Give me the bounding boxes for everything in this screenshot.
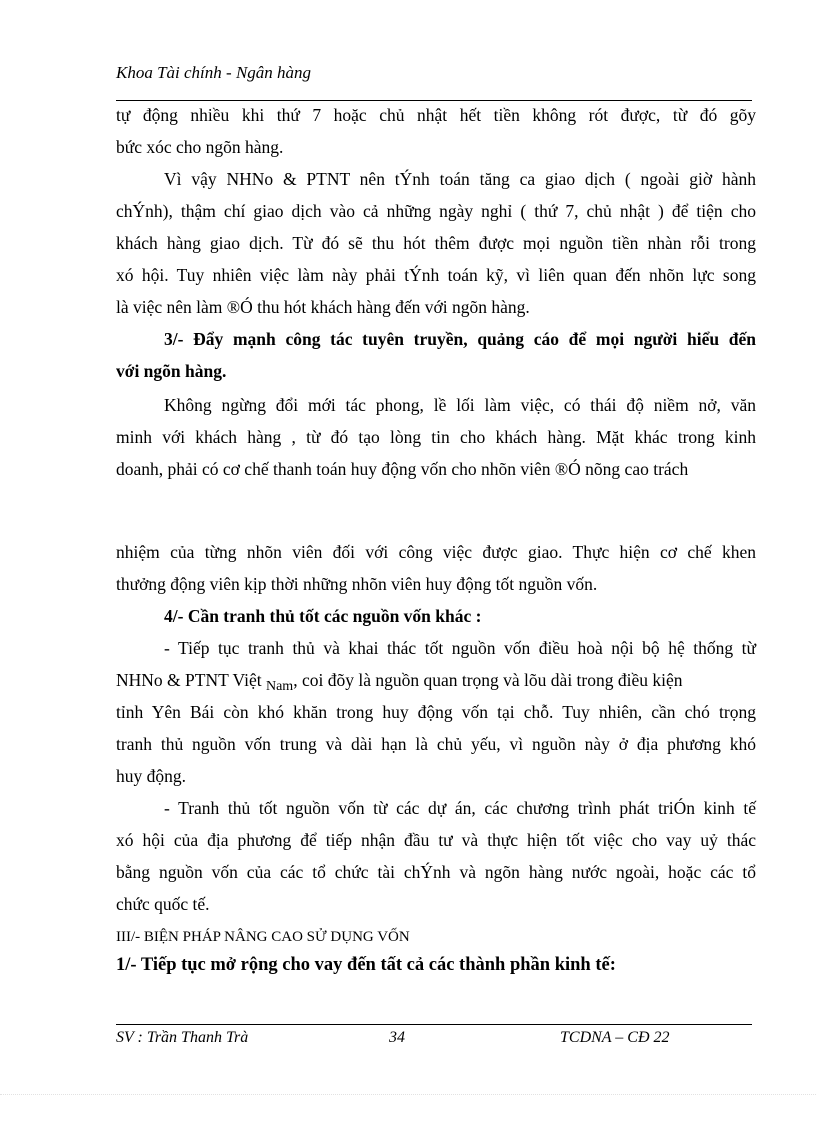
body-line: thưởng động viên kịp thời những nhõn viên huy động tốt nguồn vốn.: [116, 574, 598, 594]
body-fragment: , coi đõy là nguồn quan trọng và lõu dài trong điều kiện: [293, 670, 683, 690]
body-line: nhiệm của từng nhõn viên đối với công việc được giao. Thực hiện cơ chế khen: [116, 542, 756, 562]
body-line: chức quốc tế.: [116, 894, 210, 914]
body-line: xó hội. Tuy nhiên việc làm này phải tÝnh toán kỹ, vì liên quan đến nhõn lực song: [116, 265, 756, 285]
footer-class-code: TCDNA – CĐ 22: [560, 1029, 670, 1046]
body-line: doanh, phải có cơ chế thanh toán huy động vốn cho nhõn viên ®Ó nõng cao trách: [116, 459, 689, 479]
subscript-fragment: Nam: [265, 679, 294, 694]
body-line: bằng nguồn vốn của các tổ chức tài chÝnh và ngõn hàng nước ngoài, hoặc các tổ: [116, 862, 756, 882]
body-fragment: NHNo & PTNT Việt: [116, 670, 262, 690]
section-heading-3-cont: với ngõn hàng.: [116, 361, 227, 381]
header-rule: [116, 100, 752, 101]
body-line: Vì vậy NHNo & PTNT nên tÝnh toán tăng ca giao dịch ( ngoài giờ hành: [164, 169, 756, 189]
section-heading-3: 3/- Đẩy mạnh công tác tuyên truyền, quảng cáo để mọi người hiểu đến: [164, 329, 756, 349]
body-line: tỉnh Yên Bái còn khó khăn trong huy động vốn tại chỗ. Tuy nhiên, cần chó trọng: [116, 702, 756, 722]
footer-rule: [116, 1024, 752, 1025]
body-line: khách hàng giao dịch. Từ đó sẽ thu hót thêm được mọi nguồn tiền nhàn rỗi trong: [116, 233, 756, 253]
chapter-section-title: III/- BIỆN PHÁP NÂNG CAO SỬ DỤNG VỐN: [116, 929, 410, 945]
body-line: bức xóc cho ngõn hàng.: [116, 137, 284, 157]
body-line: - Tranh thủ tốt nguồn vốn từ các dự án, các chương trình phát triÓn kinh tế: [164, 798, 756, 818]
body-line: xó hội của địa phương để tiếp nhận đầu tư và thực hiện tốt việc cho vay uỷ thác: [116, 830, 756, 850]
body-line: tranh thủ nguồn vốn trung và dài hạn là chủ yếu, vì nguồn này ở địa phương khó: [116, 734, 756, 754]
body-line: minh với khách hàng , từ đó tạo lòng tin cho khách hàng. Mặt khác trong kinh: [116, 427, 756, 447]
body-line: tự động nhiều khi thứ 7 hoặc chủ nhật hết tiền không rót được, từ đó gõy: [116, 105, 756, 125]
footer-student: SV : Trần Thanh Trà: [116, 1029, 249, 1046]
body-line: chÝnh), thậm chí giao dịch vào cả những ngày nghỉ ( thứ 7, chủ nhật ) để tiện cho: [116, 201, 756, 221]
section-heading-1: 1/- Tiếp tục mở rộng cho vay đến tất cả các thành phần kinh tế:: [116, 955, 616, 975]
body-line: [116, 669, 683, 694]
page-header-faculty: Khoa Tài chính - Ngân hàng: [116, 63, 312, 82]
body-line: huy động.: [116, 766, 186, 786]
body-line: Không ngừng đổi mới tác phong, lề lối làm việc, có thái độ niềm nở, văn: [164, 395, 756, 415]
body-line: là việc nên làm ®Ó thu hót khách hàng đến với ngõn hàng.: [116, 297, 530, 317]
footer-page-number: 34: [389, 1029, 405, 1046]
section-heading-4: 4/- Cần tranh thủ tốt các nguồn vốn khác :: [164, 606, 482, 626]
body-line: - Tiếp tục tranh thủ và khai thác tốt nguồn vốn điều hoà nội bộ hệ thống từ: [164, 638, 756, 658]
page-edge-dotted: [0, 1094, 816, 1095]
